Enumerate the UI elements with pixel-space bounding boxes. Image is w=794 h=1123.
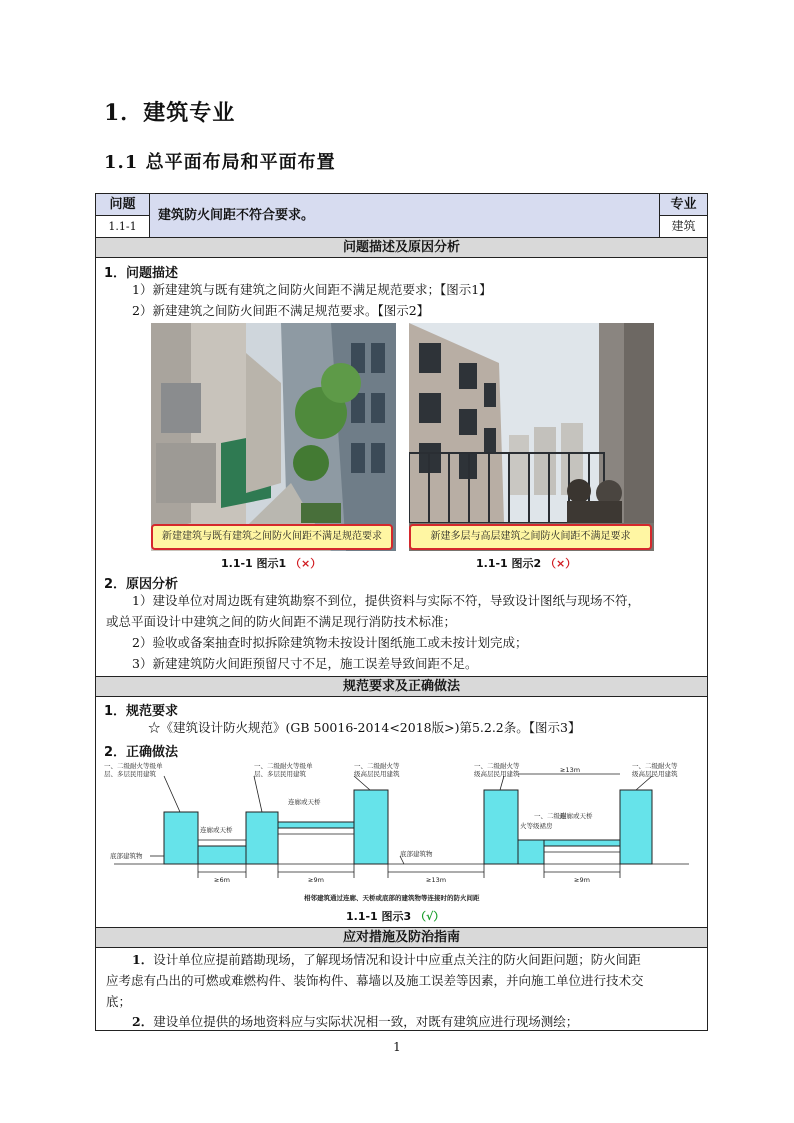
highrise-building-1 xyxy=(354,790,388,864)
label-bridge-2: 连廊或天桥 xyxy=(288,798,321,806)
label-podium-b: 火等级裙房 xyxy=(520,822,553,830)
cause-line: 3）新建建筑防火间距预留尺寸不足，施工误差导致间距不足。 xyxy=(132,656,478,671)
cause-line: 2）验收或备案抽查时拟拆除建筑物未按设计图纸施工或未按计划完成； xyxy=(132,635,528,650)
chapter-heading: 1．建筑专业 xyxy=(104,100,236,126)
photo-2-caption-text: 1.1-1 图示2 xyxy=(476,557,542,570)
dim-13m-a: ≥13m xyxy=(426,876,447,884)
highrise-building-3 xyxy=(620,790,652,864)
causes-title: 2．原因分析 xyxy=(104,577,179,592)
band-measures: 应对措施及防治指南 xyxy=(96,927,707,948)
standards-title: 1．规范要求 xyxy=(104,704,179,719)
label-high2-a: 一、二级耐火等 xyxy=(474,762,520,770)
label-high3-a: 一、二级耐火等 xyxy=(632,762,678,770)
standards-text: ☆《建筑设计防火规范》(GB 50016-2014<2018版>)第5.2.2条。【图示3】 xyxy=(148,720,581,735)
site-photo-2 xyxy=(409,323,654,551)
podium-building xyxy=(518,840,544,864)
measure-1-line3: 底； xyxy=(106,994,132,1009)
measure-1-line2: 应考虑有凸出的可燃或难燃构件、装饰构件、幕墙以及施工误差等因素，并向施工单位进行技术交 xyxy=(106,973,644,988)
wrong-mark: （×） xyxy=(545,557,577,570)
issue-sheet xyxy=(95,193,708,1031)
measure-1-text: 设计单位应提前踏勘现场，了解现场情况和设计中应重点关注的防火间距问题；防火间距 xyxy=(153,952,641,967)
fire-separation-diagram xyxy=(104,760,699,910)
diagram-note: 相邻建筑通过连廊、天桥或底部的建筑物等连接时的防火间距 xyxy=(304,894,480,902)
dim-9m-a: ≥9m xyxy=(308,876,324,884)
lowrise-building-2 xyxy=(246,812,278,864)
highrise-building-2 xyxy=(484,790,518,864)
label-high1-b: 级高层民用建筑 xyxy=(354,770,400,778)
band-analysis: 问题描述及原因分析 xyxy=(96,237,707,258)
measure-1-line1 xyxy=(132,950,641,970)
section-heading: 1.1 总平面布局和平面布置 xyxy=(104,152,336,173)
correct-title: 2．正确做法 xyxy=(104,745,179,760)
dim-6m: ≥6m xyxy=(214,876,230,884)
site-photo-1 xyxy=(151,323,396,551)
label-podium-a: 一、二级耐 xyxy=(534,812,567,820)
wrong-mark: （×） xyxy=(290,557,322,570)
bridge-1 xyxy=(278,822,354,828)
label-high1-a: 一、二级耐火等 xyxy=(354,762,400,770)
photo-2-caption xyxy=(476,555,576,571)
cause-line: 1）建设单位对周边既有建筑勘察不到位，提供资料与实际不符，导致设计图纸与现场不符， xyxy=(132,593,640,608)
photo-1-callout: 新建建筑与既有建筑之间防火间距不满足规范要求 xyxy=(151,524,393,550)
diagram-caption xyxy=(346,908,444,924)
label-high2-b: 级高层民用建筑 xyxy=(474,770,520,778)
page-number: 1 xyxy=(393,1040,401,1054)
measure-2-num: 2． xyxy=(132,1014,154,1029)
label-bridge-3: 连廊或天桥 xyxy=(560,812,593,820)
description-item: 1）新建建筑与既有建筑之间防火间距不满足规范要求；【图示1】 xyxy=(132,282,492,297)
description-item: 2）新建建筑之间防火间距不满足规范要求。【图示2】 xyxy=(132,303,430,318)
measure-1-num: 1． xyxy=(132,952,154,967)
discipline-label: 专业 xyxy=(659,194,707,216)
lowrise-building-1 xyxy=(164,812,198,864)
description-title: 1．问题描述 xyxy=(104,266,179,281)
measure-2-line1 xyxy=(132,1012,578,1032)
label-lowrise2-a: 一、二级耐火等级单 xyxy=(254,762,313,770)
issue-id: 1.1-1 xyxy=(96,216,150,237)
right-mark: （√） xyxy=(415,910,445,923)
bridge-3 xyxy=(544,840,620,846)
discipline-value: 建筑 xyxy=(659,216,707,237)
measure-2-text: 建设单位提供的场地资料应与实际状况相一致，对既有建筑应进行现场测绘； xyxy=(153,1014,579,1029)
issue-label: 问题 xyxy=(96,194,150,216)
photo-1-caption xyxy=(221,555,321,571)
photo-1-caption-text: 1.1-1 图示1 xyxy=(221,557,287,570)
dim-13m-b: ≥13m xyxy=(560,766,581,774)
label-base-1: 底部建筑物 xyxy=(110,852,143,860)
label-lowrise-a: 一、二级耐火等级单 xyxy=(104,762,163,770)
cause-line: 或总平面设计中建筑之间的防火间距不满足现行消防技术标准； xyxy=(106,614,457,629)
label-lowrise2-b: 层、多层民用建筑 xyxy=(254,770,306,778)
label-lowrise-b: 层、多层民用建筑 xyxy=(104,770,156,778)
issue-title: 建筑防火间距不符合要求。 xyxy=(150,194,660,237)
band-standards: 规范要求及正确做法 xyxy=(96,676,707,697)
base-building-1 xyxy=(198,846,246,864)
photo-2-callout: 新建多层与高层建筑之间防火间距不满足要求 xyxy=(409,524,652,550)
label-high3-b: 级高层民用建筑 xyxy=(632,770,678,778)
label-base-2: 底部建筑物 xyxy=(400,850,433,858)
label-bridge-1: 连廊或天桥 xyxy=(200,826,233,834)
dim-9m-b: ≥9m xyxy=(574,876,590,884)
diagram-caption-text: 1.1-1 图示3 xyxy=(346,910,412,923)
